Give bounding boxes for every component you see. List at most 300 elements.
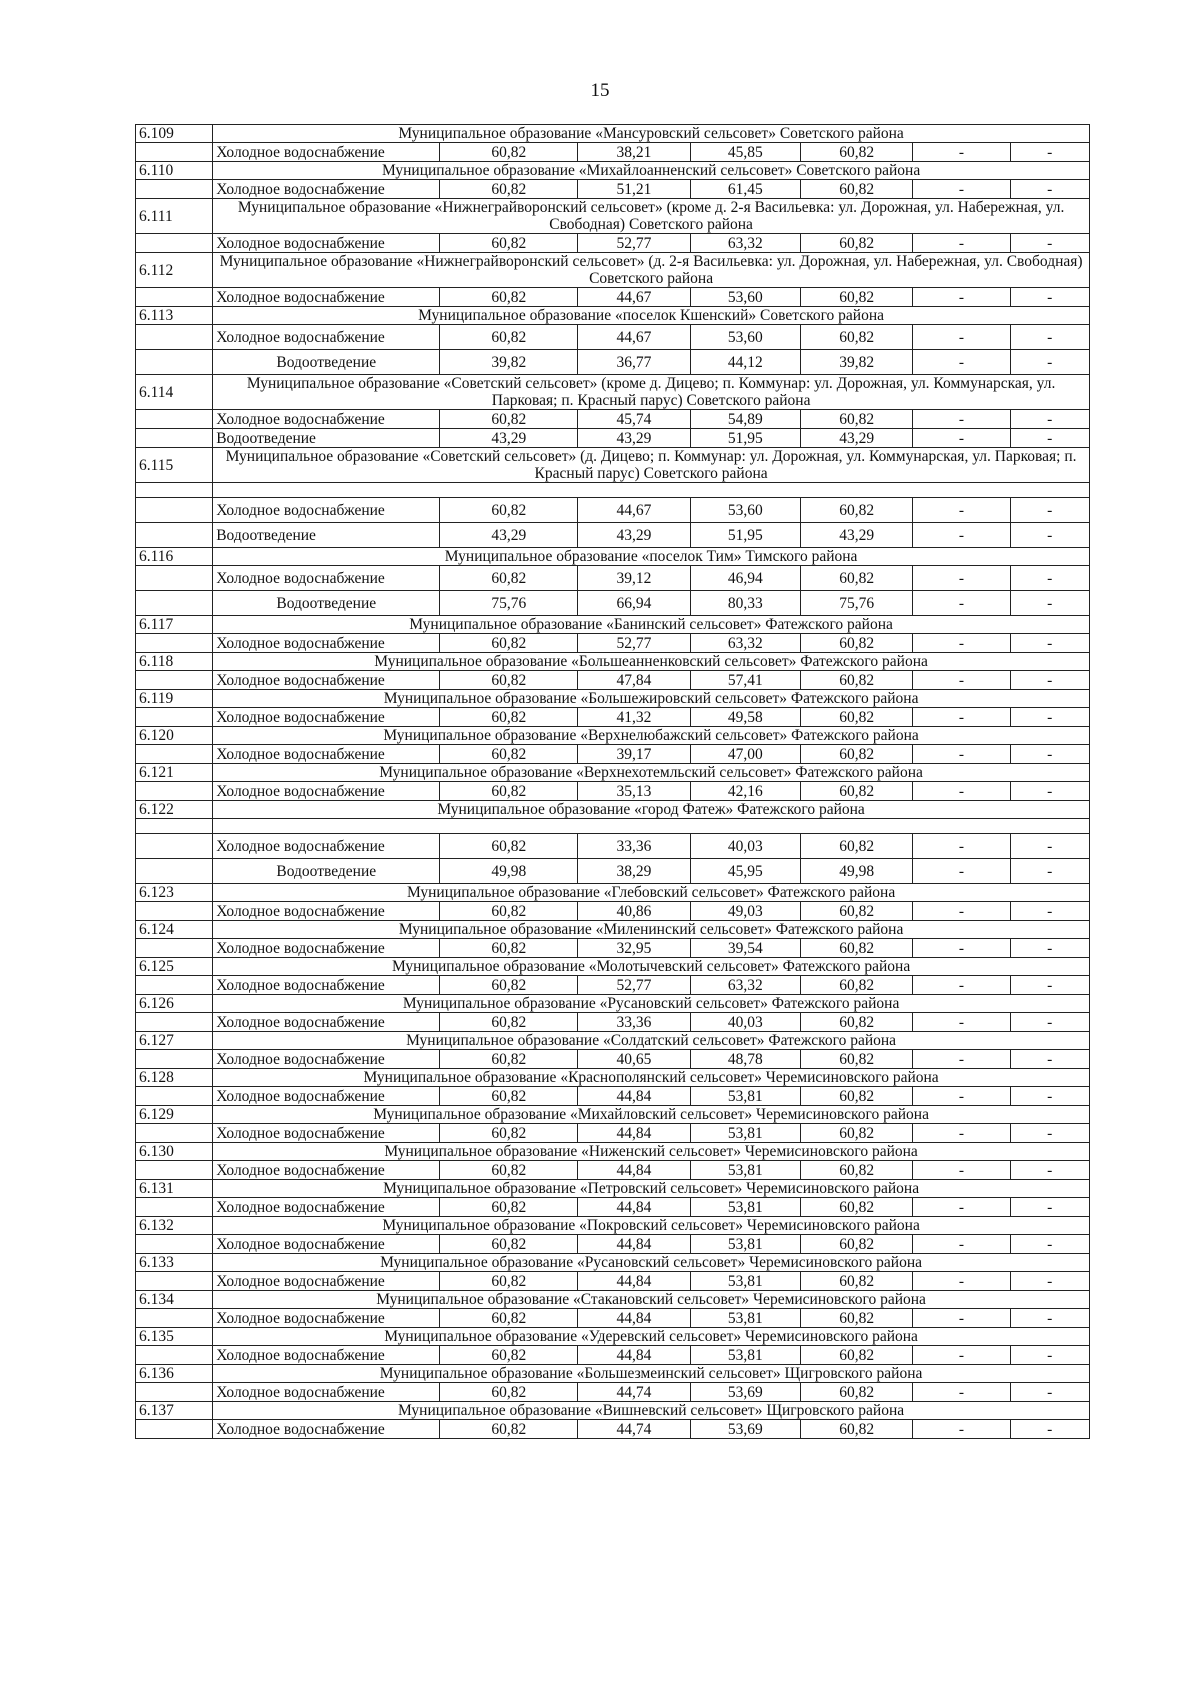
row-number-cell [136, 634, 213, 653]
tariff-value: 53,60 [690, 498, 800, 523]
section-number: 6.122 [136, 801, 213, 819]
section-title: Муниципальное образование «Ниженский сельсовет» Черемисиновского района [213, 1143, 1090, 1161]
tariff-value: 60,82 [440, 939, 578, 958]
empty-value-cell: - [1010, 429, 1089, 448]
section-header-row [136, 307, 1090, 325]
tariff-value: 60,82 [801, 288, 913, 307]
tariff-value: 42,16 [690, 782, 800, 801]
row-number-cell [136, 1383, 213, 1402]
tariff-value: 48,78 [690, 1050, 800, 1069]
empty-value-cell: - [913, 1235, 1010, 1254]
row-number-cell [136, 939, 213, 958]
tariff-value: 60,82 [440, 288, 578, 307]
tariff-value: 43,29 [578, 523, 690, 548]
service-name: Холодное водоснабжение [213, 410, 440, 429]
tariff-value: 53,81 [690, 1198, 800, 1217]
service-name: Холодное водоснабжение [213, 1198, 440, 1217]
tariff-value: 53,81 [690, 1235, 800, 1254]
empty-value-cell: - [1010, 143, 1089, 162]
section-title: Муниципальное образование «Банинский сельсовет» Фатежского района [213, 616, 1090, 634]
tariff-row [136, 1309, 1090, 1328]
row-number-cell [136, 1235, 213, 1254]
empty-value-cell: - [1010, 1235, 1089, 1254]
tariff-row [136, 1235, 1090, 1254]
section-number: 6.126 [136, 995, 213, 1013]
tariff-value: 47,00 [690, 745, 800, 764]
section-number: 6.112 [136, 253, 213, 288]
empty-value-cell: - [913, 288, 1010, 307]
section-header-row [136, 995, 1090, 1013]
row-number-cell [136, 1087, 213, 1106]
empty-value-cell: - [1010, 234, 1089, 253]
service-name: Холодное водоснабжение [213, 782, 440, 801]
empty-value-cell: - [1010, 939, 1089, 958]
empty-value-cell: - [1010, 1420, 1089, 1439]
tariff-value: 60,82 [440, 1309, 578, 1328]
section-number: 6.127 [136, 1032, 213, 1050]
tariff-value: 60,82 [801, 180, 913, 199]
tariff-value: 66,94 [578, 591, 690, 616]
tariff-value: 49,03 [690, 902, 800, 921]
tariff-value: 60,82 [801, 410, 913, 429]
tariff-value: 60,82 [440, 1013, 578, 1032]
tariff-value: 80,33 [690, 591, 800, 616]
empty-value-cell: - [1010, 523, 1089, 548]
section-number: 6.119 [136, 690, 213, 708]
row-number-cell [136, 1124, 213, 1143]
tariff-value: 53,81 [690, 1272, 800, 1291]
empty-value-cell: - [1010, 1272, 1089, 1291]
empty-value-cell: - [1010, 745, 1089, 764]
tariff-row [136, 1013, 1090, 1032]
tariff-value: 60,82 [801, 143, 913, 162]
empty-value-cell: - [1010, 1013, 1089, 1032]
service-name: Холодное водоснабжение [213, 1161, 440, 1180]
section-number: 6.121 [136, 764, 213, 782]
section-title: Муниципальное образование «Нижнеграйворонский сельсовет» (кроме д. 2-я Васильевка: ул. Дорожная, ул. Набережная, ул. Свободная) Советского района [213, 199, 1090, 234]
section-number: 6.129 [136, 1106, 213, 1124]
tariff-row [136, 634, 1090, 653]
empty-value-cell: - [913, 523, 1010, 548]
tariff-value: 44,67 [578, 288, 690, 307]
section-number: 6.114 [136, 375, 213, 410]
section-title: Муниципальное образование «Стакановский сельсовет» Черемисиновского района [213, 1291, 1090, 1309]
tariff-value: 60,82 [801, 234, 913, 253]
empty-value-cell: - [913, 1161, 1010, 1180]
empty-value-cell: - [1010, 1198, 1089, 1217]
empty-value-cell: - [1010, 591, 1089, 616]
empty-value-cell: - [1010, 498, 1089, 523]
tariff-value: 60,82 [801, 1383, 913, 1402]
tariff-value: 60,82 [440, 498, 578, 523]
section-header-row [136, 375, 1090, 410]
tariff-value: 45,74 [578, 410, 690, 429]
section-title: Муниципальное образование «Миленинский сельсовет» Фатежского района [213, 921, 1090, 939]
section-number: 6.120 [136, 727, 213, 745]
tariff-row [136, 939, 1090, 958]
empty-value-cell: - [1010, 708, 1089, 727]
section-title: Муниципальное образование «Большежировский сельсовет» Фатежского района [213, 690, 1090, 708]
spacer-cell [136, 483, 213, 498]
section-number: 6.130 [136, 1143, 213, 1161]
tariff-value: 33,36 [578, 834, 690, 859]
tariff-row [136, 708, 1090, 727]
empty-value-cell: - [1010, 288, 1089, 307]
tariff-value: 53,69 [690, 1420, 800, 1439]
section-title: Муниципальное образование «Большезмеинский сельсовет» Щигровского района [213, 1365, 1090, 1383]
empty-value-cell: - [913, 566, 1010, 591]
empty-value-cell: - [1010, 1050, 1089, 1069]
empty-value-cell: - [913, 902, 1010, 921]
row-number-cell [136, 523, 213, 548]
tariff-row [136, 143, 1090, 162]
section-header-row [136, 1143, 1090, 1161]
empty-value-cell: - [1010, 976, 1089, 995]
empty-value-cell: - [1010, 859, 1089, 884]
tariff-value: 53,81 [690, 1124, 800, 1143]
tariff-value: 39,12 [578, 566, 690, 591]
service-name: Холодное водоснабжение [213, 1383, 440, 1402]
section-title: Муниципальное образование «Солдатский сельсовет» Фатежского района [213, 1032, 1090, 1050]
section-number: 6.113 [136, 307, 213, 325]
tariff-row [136, 745, 1090, 764]
section-title: Муниципальное образование «Молотычевский сельсовет» Фатежского района [213, 958, 1090, 976]
empty-value-cell: - [1010, 566, 1089, 591]
service-name: Холодное водоснабжение [213, 1235, 440, 1254]
tariff-value: 44,84 [578, 1309, 690, 1328]
tariff-row [136, 1198, 1090, 1217]
service-name: Холодное водоснабжение [213, 1124, 440, 1143]
tariff-value: 63,32 [690, 634, 800, 653]
section-title: Муниципальное образование «Нижнеграйворонский сельсовет» (д. 2-я Васильевка: ул. Дорожная, ул. Набережная, ул. Свободная) Советского района [213, 253, 1090, 288]
tariff-value: 63,32 [690, 234, 800, 253]
empty-value-cell: - [913, 634, 1010, 653]
empty-value-cell: - [913, 939, 1010, 958]
section-title: Муниципальное образование «поселок Кшенский» Советского района [213, 307, 1090, 325]
service-name: Водоотведение [213, 429, 440, 448]
service-name: Холодное водоснабжение [213, 708, 440, 727]
tariff-value: 53,60 [690, 288, 800, 307]
empty-value-cell: - [913, 591, 1010, 616]
empty-value-cell: - [913, 1198, 1010, 1217]
tariff-value: 53,60 [690, 325, 800, 350]
tariff-value: 60,82 [440, 566, 578, 591]
tariff-value: 60,82 [801, 1309, 913, 1328]
tariff-value: 53,81 [690, 1309, 800, 1328]
service-name: Холодное водоснабжение [213, 976, 440, 995]
tariff-value: 44,84 [578, 1124, 690, 1143]
tariff-value: 60,82 [440, 834, 578, 859]
tariff-value: 60,82 [440, 234, 578, 253]
tariff-value: 44,74 [578, 1420, 690, 1439]
spacer-cell [136, 819, 213, 834]
tariff-value: 44,84 [578, 1198, 690, 1217]
tariff-value: 44,84 [578, 1235, 690, 1254]
section-number: 6.124 [136, 921, 213, 939]
tariff-value: 43,29 [801, 523, 913, 548]
row-number-cell [136, 288, 213, 307]
empty-value-cell: - [913, 1013, 1010, 1032]
service-name: Холодное водоснабжение [213, 939, 440, 958]
empty-value-cell: - [913, 1309, 1010, 1328]
empty-value-cell: - [913, 708, 1010, 727]
tariff-value: 53,81 [690, 1087, 800, 1106]
tariff-value: 60,82 [801, 1087, 913, 1106]
section-number: 6.133 [136, 1254, 213, 1272]
empty-value-cell: - [913, 410, 1010, 429]
tariff-value: 60,82 [801, 834, 913, 859]
tariff-value: 51,95 [690, 523, 800, 548]
empty-value-cell: - [1010, 834, 1089, 859]
tariff-row [136, 1087, 1090, 1106]
spacer-cell [213, 483, 1090, 498]
section-header-row [136, 801, 1090, 819]
row-number-cell [136, 1198, 213, 1217]
empty-value-cell: - [1010, 410, 1089, 429]
tariff-value: 60,82 [801, 566, 913, 591]
row-number-cell [136, 745, 213, 764]
tariff-value: 60,82 [440, 976, 578, 995]
section-number: 6.128 [136, 1069, 213, 1087]
tariff-value: 44,84 [578, 1087, 690, 1106]
service-name: Холодное водоснабжение [213, 634, 440, 653]
spacer-cell [213, 819, 1090, 834]
tariff-value: 53,81 [690, 1346, 800, 1365]
tariff-value: 75,76 [440, 591, 578, 616]
section-title: Муниципальное образование «Верхнехотемльский сельсовет» Фатежского района [213, 764, 1090, 782]
tariff-value: 60,82 [801, 782, 913, 801]
spacer-row [136, 483, 1090, 498]
tariff-value: 60,82 [801, 708, 913, 727]
tariff-value: 60,82 [440, 1161, 578, 1180]
tariff-value: 53,81 [690, 1161, 800, 1180]
section-header-row [136, 1402, 1090, 1420]
tariff-value: 45,85 [690, 143, 800, 162]
row-number-cell [136, 782, 213, 801]
empty-value-cell: - [913, 350, 1010, 375]
tariff-value: 39,17 [578, 745, 690, 764]
tariff-value: 60,82 [440, 634, 578, 653]
service-name: Холодное водоснабжение [213, 745, 440, 764]
tariff-value: 41,32 [578, 708, 690, 727]
tariff-value: 43,29 [578, 429, 690, 448]
tariff-value: 60,82 [440, 1198, 578, 1217]
empty-value-cell: - [913, 859, 1010, 884]
tariff-value: 54,89 [690, 410, 800, 429]
tariff-value: 60,82 [440, 1420, 578, 1439]
tariff-value: 40,65 [578, 1050, 690, 1069]
row-number-cell [136, 1272, 213, 1291]
tariff-value: 36,77 [578, 350, 690, 375]
service-name: Водоотведение [213, 523, 440, 548]
empty-value-cell: - [913, 1420, 1010, 1439]
service-name: Холодное водоснабжение [213, 566, 440, 591]
empty-value-cell: - [913, 180, 1010, 199]
tariff-value: 43,29 [440, 523, 578, 548]
section-header-row [136, 958, 1090, 976]
tariff-value: 47,84 [578, 671, 690, 690]
tariff-value: 32,95 [578, 939, 690, 958]
section-title: Муниципальное образование «Михайловский сельсовет» Черемисиновского района [213, 1106, 1090, 1124]
tariff-row [136, 1383, 1090, 1402]
tariff-value: 60,82 [440, 1050, 578, 1069]
page-number: 15 [590, 80, 610, 101]
section-number: 6.118 [136, 653, 213, 671]
section-title: Муниципальное образование «поселок Тим» Тимского района [213, 548, 1090, 566]
empty-value-cell: - [1010, 1161, 1089, 1180]
tariff-value: 40,86 [578, 902, 690, 921]
tariff-value: 44,84 [578, 1346, 690, 1365]
tariff-value: 63,32 [690, 976, 800, 995]
tariff-value: 60,82 [801, 1272, 913, 1291]
section-number: 6.134 [136, 1291, 213, 1309]
service-name: Холодное водоснабжение [213, 234, 440, 253]
tariff-value: 39,54 [690, 939, 800, 958]
row-number-cell [136, 976, 213, 995]
tariff-value: 60,82 [440, 708, 578, 727]
tariff-row [136, 834, 1090, 859]
tariff-value: 60,82 [801, 1346, 913, 1365]
service-name: Холодное водоснабжение [213, 1013, 440, 1032]
service-name: Водоотведение [213, 350, 440, 375]
tariff-value: 60,82 [801, 745, 913, 764]
service-name: Холодное водоснабжение [213, 180, 440, 199]
service-name: Холодное водоснабжение [213, 498, 440, 523]
tariff-value: 60,82 [440, 1087, 578, 1106]
tariff-row [136, 325, 1090, 350]
row-number-cell [136, 143, 213, 162]
row-number-cell [136, 1420, 213, 1439]
empty-value-cell: - [1010, 1124, 1089, 1143]
tariff-row [136, 976, 1090, 995]
tariff-value: 49,98 [801, 859, 913, 884]
service-name: Холодное водоснабжение [213, 1272, 440, 1291]
tariff-row [136, 523, 1090, 548]
section-number: 6.137 [136, 1402, 213, 1420]
tariff-value: 60,82 [801, 1124, 913, 1143]
section-header-row [136, 162, 1090, 180]
empty-value-cell: - [1010, 1346, 1089, 1365]
empty-value-cell: - [913, 1087, 1010, 1106]
tariff-value: 39,82 [440, 350, 578, 375]
tariff-value: 60,82 [801, 1235, 913, 1254]
section-number: 6.117 [136, 616, 213, 634]
section-header-row [136, 199, 1090, 234]
tariff-value: 60,82 [440, 745, 578, 764]
row-number-cell [136, 902, 213, 921]
empty-value-cell: - [1010, 325, 1089, 350]
section-number: 6.135 [136, 1328, 213, 1346]
tariff-value: 51,95 [690, 429, 800, 448]
section-header-row [136, 1180, 1090, 1198]
section-title: Муниципальное образование «Покровский сельсовет» Черемисиновского района [213, 1217, 1090, 1235]
empty-value-cell: - [913, 325, 1010, 350]
tariff-value: 60,82 [801, 671, 913, 690]
tariff-value: 60,82 [801, 939, 913, 958]
section-title: Муниципальное образование «Глебовский сельсовет» Фатежского района [213, 884, 1090, 902]
empty-value-cell: - [913, 1050, 1010, 1069]
tariff-row [136, 1161, 1090, 1180]
empty-value-cell: - [913, 976, 1010, 995]
tariff-value: 43,29 [801, 429, 913, 448]
section-number: 6.131 [136, 1180, 213, 1198]
tariff-row [136, 410, 1090, 429]
section-header-row [136, 1328, 1090, 1346]
tariff-value: 40,03 [690, 834, 800, 859]
tariff-value: 52,77 [578, 234, 690, 253]
row-number-cell [136, 671, 213, 690]
tariff-row [136, 1272, 1090, 1291]
section-header-row [136, 1032, 1090, 1050]
tariff-value: 60,82 [801, 1198, 913, 1217]
section-title: Муниципальное образование «Вишневский сельсовет» Щигровского района [213, 1402, 1090, 1420]
tariff-row [136, 782, 1090, 801]
tariff-value: 38,29 [578, 859, 690, 884]
tariff-value: 49,58 [690, 708, 800, 727]
empty-value-cell: - [913, 1124, 1010, 1143]
section-header-row [136, 653, 1090, 671]
row-number-cell [136, 1050, 213, 1069]
section-title: Муниципальное образование «город Фатеж» Фатежского района [213, 801, 1090, 819]
section-number: 6.116 [136, 548, 213, 566]
empty-value-cell: - [1010, 1087, 1089, 1106]
row-number-cell [136, 234, 213, 253]
tariff-value: 40,03 [690, 1013, 800, 1032]
section-header-row [136, 690, 1090, 708]
empty-value-cell: - [913, 782, 1010, 801]
empty-value-cell: - [913, 745, 1010, 764]
row-number-cell [136, 410, 213, 429]
section-title: Муниципальное образование «Русановский сельсовет» Фатежского района [213, 995, 1090, 1013]
tariff-value: 61,45 [690, 180, 800, 199]
tariff-row [136, 1050, 1090, 1069]
section-title: Муниципальное образование «Верхнелюбажский сельсовет» Фатежского района [213, 727, 1090, 745]
service-name: Водоотведение [213, 859, 440, 884]
empty-value-cell: - [1010, 671, 1089, 690]
tariff-value: 60,82 [440, 902, 578, 921]
row-number-cell [136, 859, 213, 884]
tariff-value: 44,67 [578, 325, 690, 350]
section-title: Муниципальное образование «Русановский сельсовет» Черемисиновского района [213, 1254, 1090, 1272]
service-name: Холодное водоснабжение [213, 834, 440, 859]
tariff-value: 44,67 [578, 498, 690, 523]
section-header-row [136, 764, 1090, 782]
empty-value-cell: - [1010, 180, 1089, 199]
service-name: Холодное водоснабжение [213, 288, 440, 307]
tariff-value: 75,76 [801, 591, 913, 616]
tariff-value: 35,13 [578, 782, 690, 801]
tariff-value: 60,82 [440, 143, 578, 162]
section-header-row [136, 125, 1090, 143]
row-number-cell [136, 325, 213, 350]
section-number: 6.115 [136, 448, 213, 483]
tariff-value: 60,82 [801, 902, 913, 921]
section-title: Муниципальное образование «Михайлоанненский сельсовет» Советского района [213, 162, 1090, 180]
section-header-row [136, 727, 1090, 745]
empty-value-cell: - [1010, 902, 1089, 921]
tariff-value: 60,82 [801, 325, 913, 350]
tariff-value: 60,82 [440, 671, 578, 690]
empty-value-cell: - [913, 234, 1010, 253]
row-number-cell [136, 498, 213, 523]
tariff-row [136, 671, 1090, 690]
tariff-value: 45,95 [690, 859, 800, 884]
section-number: 6.125 [136, 958, 213, 976]
section-header-row [136, 921, 1090, 939]
tariff-value: 52,77 [578, 976, 690, 995]
section-title: Муниципальное образование «Удеревский сельсовет» Черемисиновского района [213, 1328, 1090, 1346]
service-name: Холодное водоснабжение [213, 1087, 440, 1106]
